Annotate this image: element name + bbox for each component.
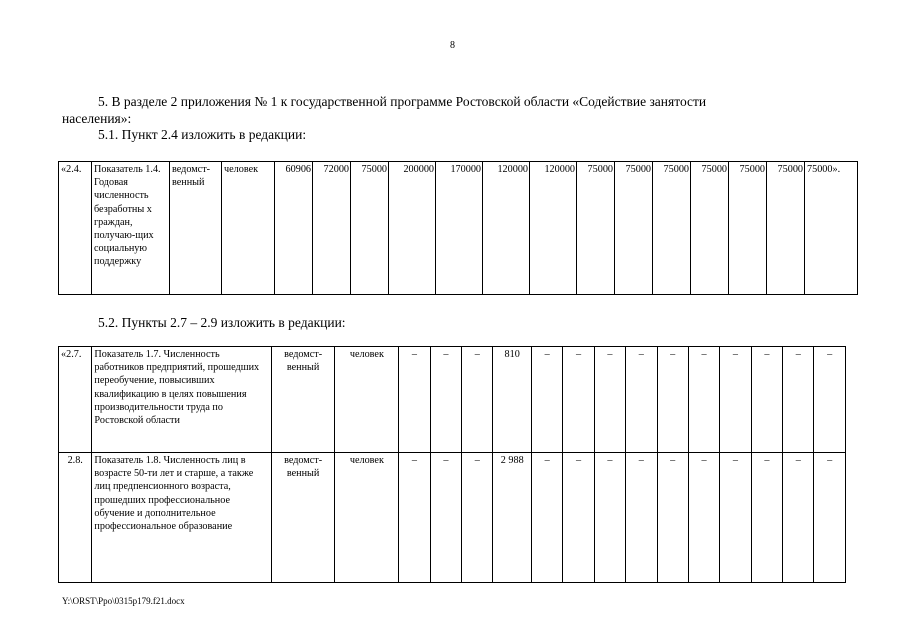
cell-value: 2 988	[493, 453, 531, 583]
cell-value: –	[430, 347, 461, 453]
page-number: 8	[450, 40, 455, 51]
cell-value: –	[594, 347, 625, 453]
cell-value: –	[563, 347, 594, 453]
cell-value: 75000	[767, 162, 805, 295]
cell-unit: человек	[222, 162, 275, 295]
cell-value: 60906	[275, 162, 313, 295]
cell-source: ведомст-венный	[271, 453, 335, 583]
cell-value: –	[531, 453, 562, 583]
cell-value: –	[626, 347, 657, 453]
cell-value: 75000	[729, 162, 767, 295]
cell-value: –	[720, 347, 751, 453]
cell-value: –	[720, 453, 751, 583]
cell-value: 170000	[436, 162, 483, 295]
cell-value: –	[688, 453, 719, 583]
cell-value: 120000	[483, 162, 530, 295]
table-row	[59, 347, 846, 453]
cell-value: –	[399, 347, 430, 453]
cell-item-number: 2.8.	[59, 453, 92, 583]
table-item-2-4	[58, 161, 858, 295]
cell-value: –	[430, 453, 461, 583]
cell-value: –	[814, 453, 846, 583]
cell-value: –	[657, 347, 688, 453]
cell-value: 75000	[691, 162, 729, 295]
cell-value: –	[783, 347, 814, 453]
cell-value: –	[399, 453, 430, 583]
cell-value: –	[462, 347, 493, 453]
cell-value: –	[751, 347, 782, 453]
cell-value: –	[563, 453, 594, 583]
paragraph-5-text: 5. В разделе 2 приложения № 1 к государственной программе Ростовской области «Содействие занятости	[98, 94, 707, 109]
cell-indicator-name: Показатель 1.8. Численность лиц в возрасте 50-ти лет и старше, а также лиц предпенсионного возраста, прошедших профессиональное обучение и дополнительное профессиональное образование	[92, 453, 271, 583]
cell-source: ведомст-венный	[271, 347, 335, 453]
paragraph-5-1: 5.1. Пункт 2.4 изложить в редакции:	[98, 127, 307, 142]
cell-unit: человек	[335, 347, 399, 453]
cell-value: 75000	[577, 162, 615, 295]
file-path-footer: Y:\ORST\Ppo\0315p179.f21.docx	[62, 596, 185, 606]
cell-value: –	[814, 347, 846, 453]
cell-value: –	[657, 453, 688, 583]
cell-value: –	[783, 453, 814, 583]
cell-value: –	[594, 453, 625, 583]
cell-unit: человек	[335, 453, 399, 583]
cell-value: –	[688, 347, 719, 453]
table-row	[59, 162, 858, 295]
cell-item-number: «2.7.	[59, 347, 92, 453]
cell-value: 75000	[351, 162, 389, 295]
cell-value: –	[751, 453, 782, 583]
cell-value: 810	[493, 347, 531, 453]
cell-value: 75000	[653, 162, 691, 295]
table-items-2-7-2-9	[58, 346, 846, 583]
table-row	[59, 453, 846, 583]
cell-value: 75000	[615, 162, 653, 295]
cell-source: ведомст-венный	[170, 162, 222, 295]
paragraph-5-continuation: населения»:	[62, 111, 132, 126]
cell-value: –	[626, 453, 657, 583]
cell-value: 200000	[389, 162, 436, 295]
cell-indicator-name: Показатель 1.4. Годовая численность безработны х граждан, получаю-щих социальную поддержку	[92, 162, 170, 295]
cell-value: 75000».	[805, 162, 858, 295]
cell-value: 120000	[530, 162, 577, 295]
cell-value: 72000	[313, 162, 351, 295]
paragraph-5-2: 5.2. Пункты 2.7 – 2.9 изложить в редакции:	[98, 315, 346, 330]
cell-value: –	[462, 453, 493, 583]
paragraph-5	[62, 93, 844, 127]
cell-item-number: «2.4.	[59, 162, 92, 295]
cell-indicator-name: Показатель 1.7. Численность работников предприятий, прошедших переобучение, повысивших квалификацию в целях повышения производительности труда по Ростовской области	[92, 347, 271, 453]
cell-value: –	[531, 347, 562, 453]
